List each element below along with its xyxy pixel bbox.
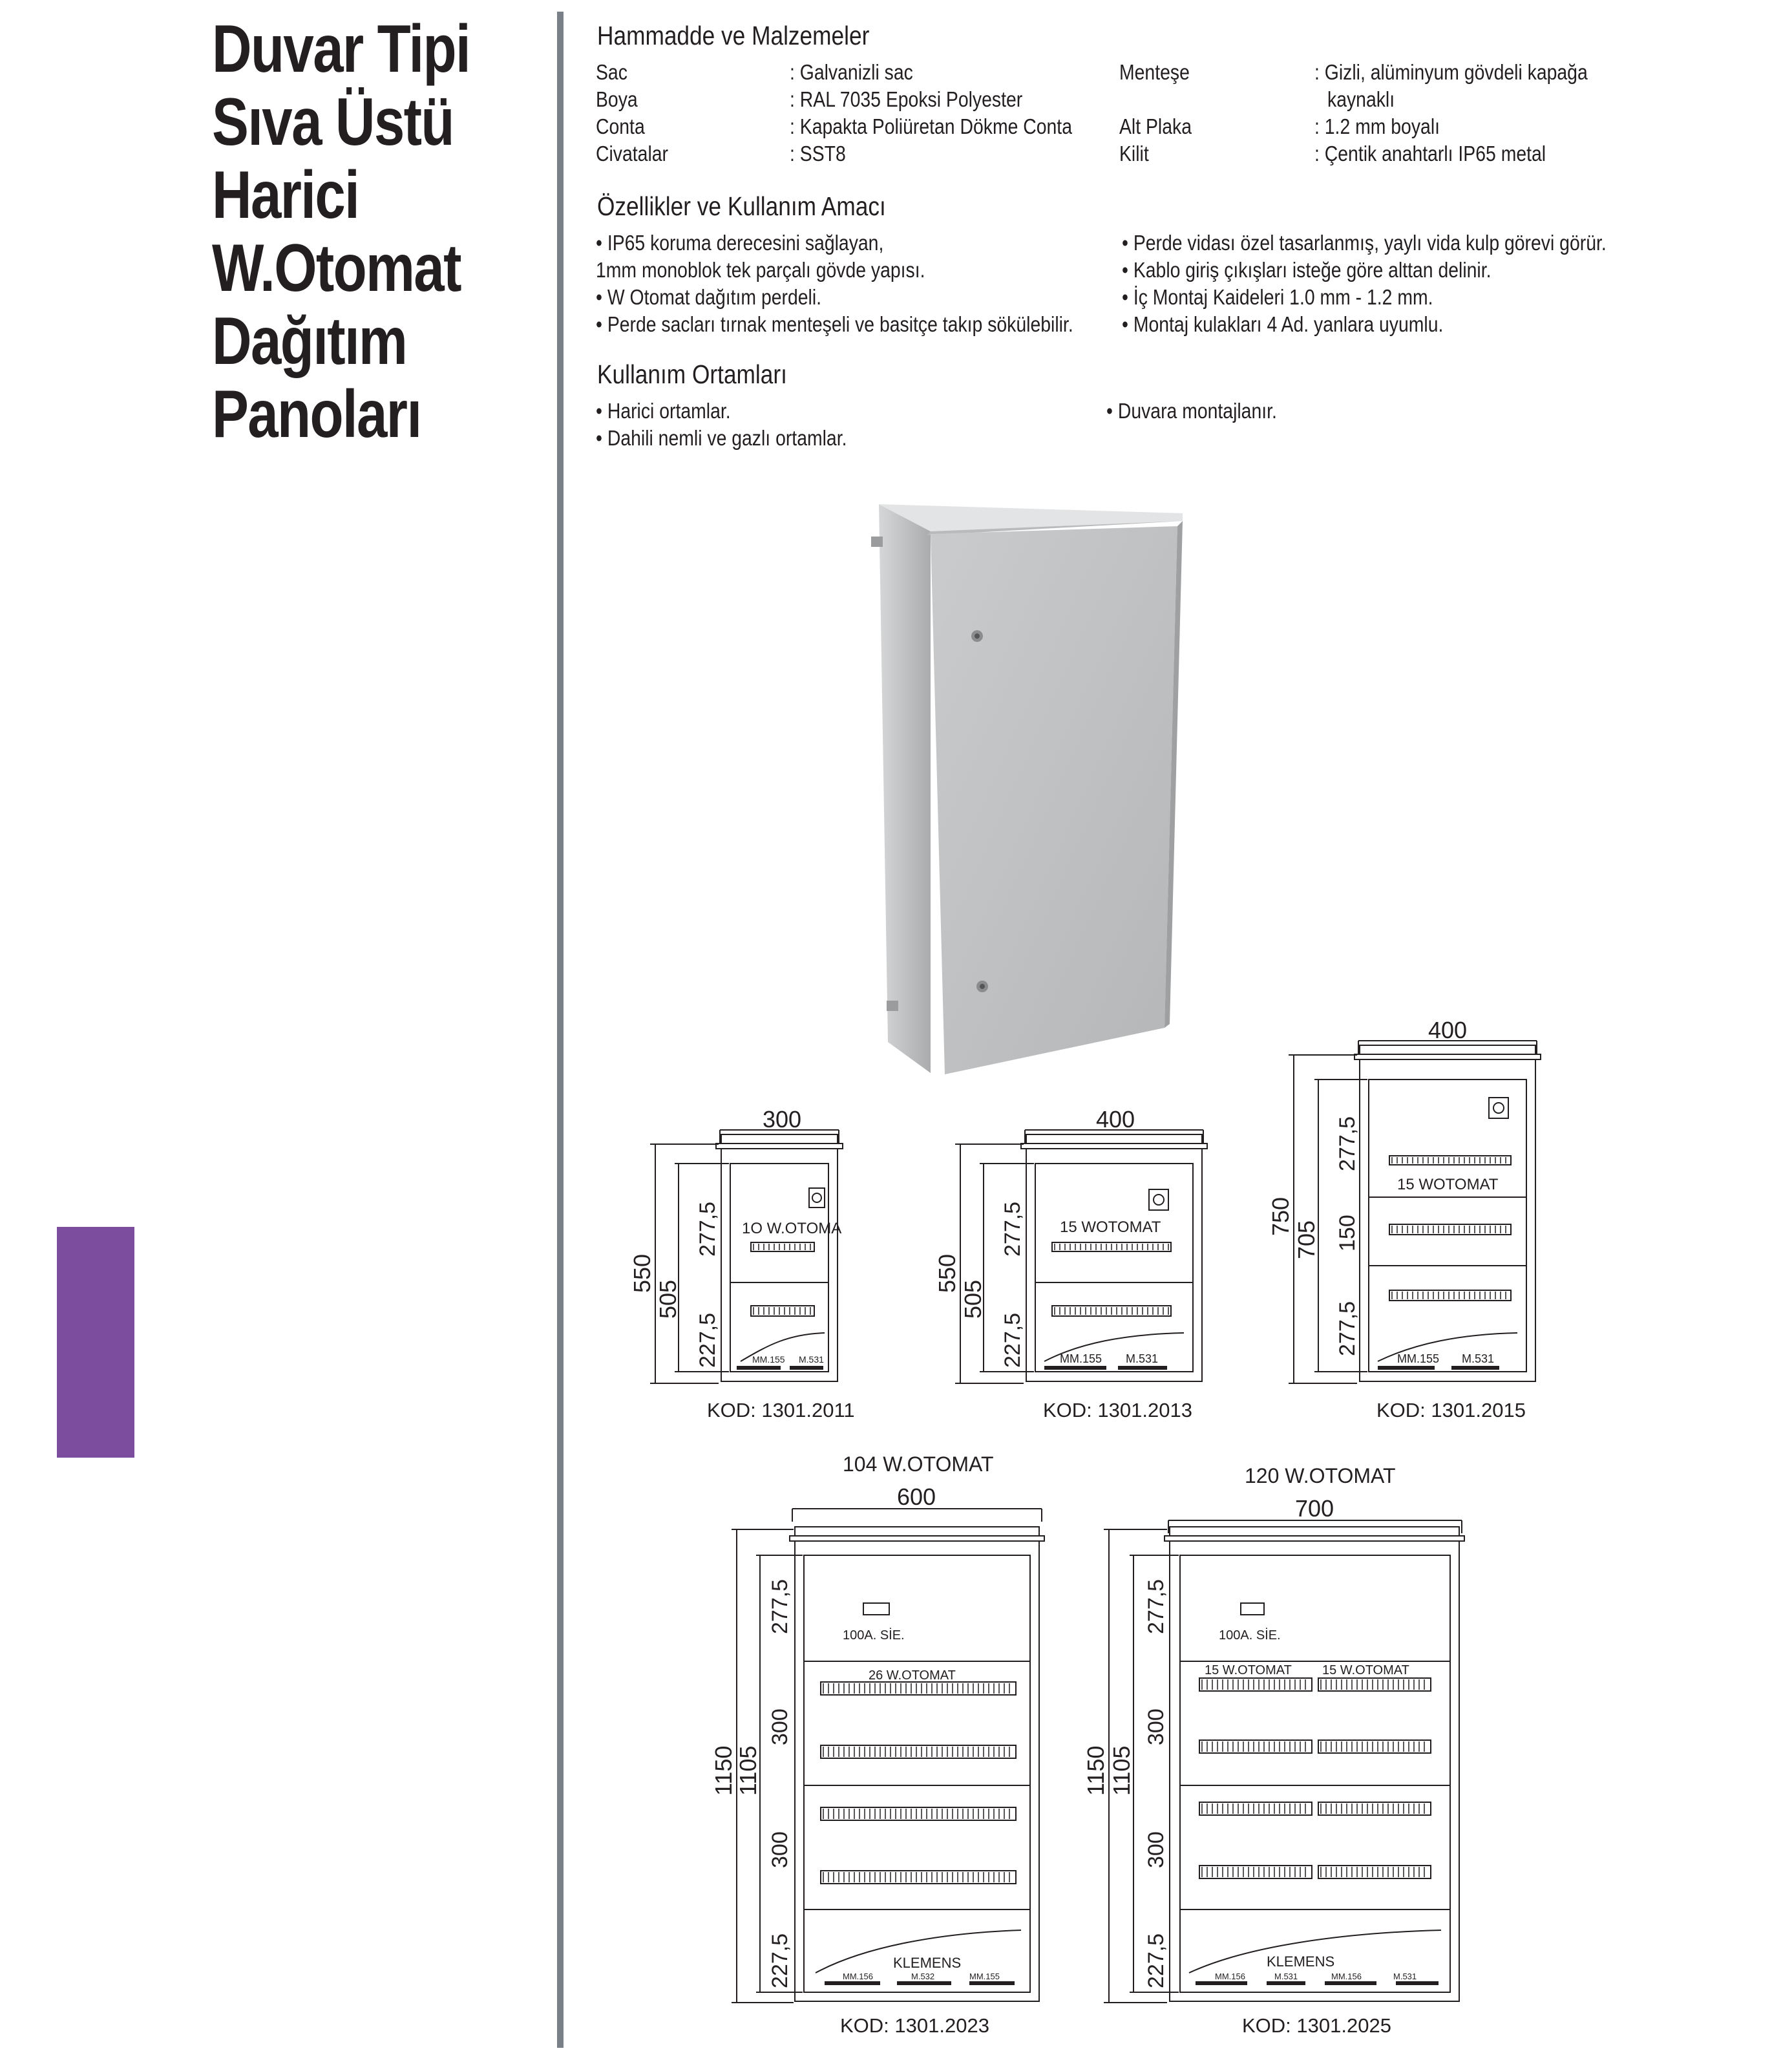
dim-width: 400 xyxy=(1428,1017,1468,1043)
dim-section: 300 xyxy=(1144,1708,1168,1745)
part-label: M.531 xyxy=(799,1354,824,1365)
part-label: M.531 xyxy=(1393,1972,1417,1981)
dim-section: 227,5 xyxy=(768,1933,792,1988)
part-label: MM.155 xyxy=(969,1972,1000,1981)
part-label: M.531 xyxy=(1462,1352,1495,1365)
spec-value: kaynaklı xyxy=(1327,87,1395,111)
product-code: KOD: 1301.2023 xyxy=(840,2014,989,2037)
usage-heading: Kullanım Ortamları xyxy=(597,359,787,389)
drawing-1301-2011 xyxy=(650,1130,843,1383)
spec-value: : 1.2 mm boyalı xyxy=(1314,114,1440,138)
feature-item: • IP65 koruma derecesini sağlayan, xyxy=(596,231,884,255)
dim-section: 300 xyxy=(768,1708,792,1745)
title-line: Duvar Tipi xyxy=(212,12,470,87)
dim-width: 400 xyxy=(1096,1106,1135,1133)
part-label: MM.155 xyxy=(1397,1352,1440,1365)
panel-label: 1O W.OTOMA xyxy=(742,1220,842,1237)
part-label: M.531 xyxy=(1126,1352,1159,1365)
dim-width: 600 xyxy=(897,1484,936,1510)
dim-width: 300 xyxy=(763,1106,802,1133)
panel-label: 26 W.OTOMAT xyxy=(869,1668,956,1683)
feature-item: • Perde vidası özel tasarlanmış, yaylı vida kulp görevi görür. xyxy=(1122,231,1607,255)
part-label: MM.156 xyxy=(1331,1972,1362,1981)
dim-height-outer: 1150 xyxy=(710,1745,737,1796)
dim-section: 277,5 xyxy=(1335,1116,1360,1171)
dim-section: 277,5 xyxy=(768,1579,792,1634)
part-label: MM.156 xyxy=(1215,1972,1245,1981)
spec-key: Boya xyxy=(596,87,638,111)
dim-section: 300 xyxy=(1144,1831,1168,1868)
feature-item: • W Otomat dağıtım perdeli. xyxy=(596,285,822,309)
spec-value: : Çentik anahtarlı IP65 metal xyxy=(1314,142,1546,165)
dim-height-inner: 1105 xyxy=(1108,1745,1135,1796)
terminal-label: KLEMENS xyxy=(1267,1953,1335,1970)
feature-item: • Montaj kulakları 4 Ad. yanlara uyumlu. xyxy=(1122,312,1444,336)
dim-height-outer: 550 xyxy=(934,1253,960,1293)
feature-item: • İç Montaj Kaideleri 1.0 mm - 1.2 mm. xyxy=(1122,285,1433,309)
dim-height-inner: 505 xyxy=(960,1279,986,1319)
dim-section: 300 xyxy=(768,1831,792,1868)
materials-heading: Hammadde ve Malzemeler xyxy=(597,21,870,50)
part-label: M.532 xyxy=(911,1972,935,1981)
part-label: MM.156 xyxy=(843,1972,873,1981)
dim-height-outer: 1150 xyxy=(1082,1745,1109,1796)
title-line: Panoları xyxy=(212,377,421,452)
dim-height-outer: 750 xyxy=(1267,1197,1294,1236)
panel-label: 15 W.OTOMAT xyxy=(1205,1663,1292,1677)
dim-section: 227,5 xyxy=(1144,1933,1168,1988)
spec-value: : SST8 xyxy=(790,142,846,165)
drawing-top-label: 104 W.OTOMAT xyxy=(843,1452,994,1476)
part-label: M.531 xyxy=(1274,1972,1298,1981)
feature-item: 1mm monoblok tek parçalı gövde yapısı. xyxy=(596,258,925,282)
spec-key: Kilit xyxy=(1119,142,1149,165)
product-code: KOD: 1301.2025 xyxy=(1242,2014,1391,2037)
product-code: KOD: 1301.2015 xyxy=(1376,1399,1526,1421)
spec-value: : Gizli, alüminyum gövdeli kapağa xyxy=(1314,60,1588,84)
dim-width: 700 xyxy=(1295,1495,1334,1522)
drawing-1301-2015 xyxy=(1289,1041,1541,1383)
usage-item: • Dahili nemli ve gazlı ortamlar. xyxy=(596,426,847,450)
dim-height-inner: 505 xyxy=(655,1279,681,1319)
dim-section: 277,5 xyxy=(1000,1201,1025,1257)
dim-section: 150 xyxy=(1335,1215,1360,1251)
part-label: MM.155 xyxy=(1060,1352,1102,1365)
title-line: Harici xyxy=(212,158,359,233)
features-heading: Özellikler ve Kullanım Amacı xyxy=(597,191,886,221)
dim-section: 277,5 xyxy=(1335,1301,1360,1356)
title-line: W.Otomat xyxy=(212,231,461,306)
dim-section: 277,5 xyxy=(1144,1579,1168,1634)
dim-section: 227,5 xyxy=(695,1312,720,1368)
usage-item: • Duvara montajlanır. xyxy=(1106,399,1277,423)
spec-value: : Kapakta Poliüretan Dökme Conta xyxy=(790,114,1072,138)
part-label: MM.155 xyxy=(752,1354,785,1365)
drawing-top-label: 120 W.OTOMAT xyxy=(1245,1464,1396,1487)
spec-key: Menteşe xyxy=(1119,60,1190,84)
feature-item: • Perde sacları tırnak menteşeli ve basitçe takıp sökülebilir. xyxy=(596,312,1073,336)
drawing-1301-2013 xyxy=(955,1130,1207,1383)
usage-item: • Harici ortamlar. xyxy=(596,399,731,423)
terminal-label: KLEMENS xyxy=(893,1955,962,1971)
spec-key: Civatalar xyxy=(596,142,668,165)
title-line: Sıva Üstü xyxy=(212,85,454,160)
feature-item: • Kablo giriş çıkışları isteğe göre alttan delinir. xyxy=(1122,258,1492,282)
spec-value: : RAL 7035 Epoksi Polyester xyxy=(790,87,1023,111)
spec-key: Alt Plaka xyxy=(1119,114,1192,138)
spec-value: : Galvanizli sac xyxy=(790,60,913,84)
panel-label: 15 WOTOMAT xyxy=(1060,1218,1161,1236)
product-code: KOD: 1301.2011 xyxy=(707,1399,855,1421)
panel-label: 15 WOTOMAT xyxy=(1397,1176,1499,1193)
title-line: Dağıtım xyxy=(212,304,407,379)
switch-label: 100A. SİE. xyxy=(843,1628,905,1643)
dim-height-inner: 705 xyxy=(1293,1220,1320,1259)
spec-key: Conta xyxy=(596,114,645,138)
dim-section: 277,5 xyxy=(695,1201,720,1257)
dim-section: 227,5 xyxy=(1000,1312,1025,1368)
dim-height-outer: 550 xyxy=(629,1253,655,1293)
product-code: KOD: 1301.2013 xyxy=(1043,1399,1192,1421)
spec-key: Sac xyxy=(596,60,627,84)
panel-label: 15 W.OTOMAT xyxy=(1322,1663,1409,1677)
dim-height-inner: 1105 xyxy=(735,1745,761,1796)
switch-label: 100A. SİE. xyxy=(1219,1628,1281,1643)
